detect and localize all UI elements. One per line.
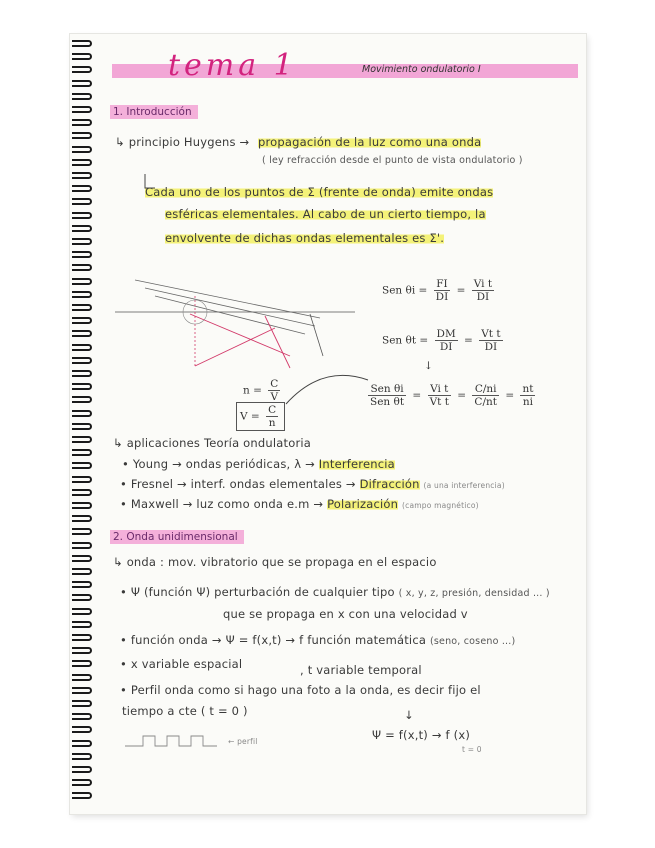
spiral-ring [72,66,92,73]
pulse-sketch-icon [125,734,220,748]
spiral-ring [72,396,92,403]
spiral-ring [72,93,92,100]
perfil-subscript: t = 0 [462,745,482,754]
formula-sin-t: Sen θt = $\frac{DM}{DI}$ = $\frac{\text{Vt t}}{DI}$ [382,328,501,353]
spiral-ring [72,185,92,192]
spiral-ring [72,278,92,285]
spiral-ring [72,40,92,47]
spiral-ring [72,119,92,126]
wavefront-line [265,316,290,368]
spiral-ring [72,146,92,153]
spiral-ring [72,700,92,707]
perfil-line-2: tiempo a cte ( t = 0 ) [122,704,248,718]
formula-v-box: V = $\frac{C}{n}$ [236,402,285,431]
formula-snell: $\frac{\text{Sen θi}}{\text{Sen θt}}$ = $\frac{\text{Vi t}}{\text{Vt t}}$ = $\frac{C/ni}{C/nt}$ = $\frac{nt}{ni}$ [370,383,534,408]
spiral-ring [72,410,92,417]
huygens-label: ↳ principio Huygens → [115,135,250,149]
spiral-ring [72,172,92,179]
spiral-ring [72,687,92,694]
spiral-ring [72,449,92,456]
wave-definition: ↳ onda : mov. vibratorio que se propaga en el espacio [113,555,437,569]
psi-line-1: • Ψ (función Ψ) perturbación de cualquier tipo ( x, y, z, presión, densidad ... ) [120,585,550,599]
formula-arrow: ↓ [424,360,433,372]
incident-ray-2 [145,288,315,326]
refracted-ray [190,314,290,356]
spiral-ring [72,713,92,720]
spiral-ring [72,383,92,390]
page-title: tema 1 [168,48,297,83]
spiral-ring [72,489,92,496]
page-subtitle: Movimiento ondulatorio I [362,64,481,75]
spiral-ring [72,370,92,377]
spiral-ring [72,674,92,681]
huygens-detail-line-3: envolvente de dichas ondas elementales es Σ'. [165,231,445,245]
huygens-detail-line-2: esféricas elementales. Al cabo de un cierto tiempo, la [165,207,486,221]
spiral-ring [72,502,92,509]
spiral-ring [72,621,92,628]
variable-t: , t variable temporal [300,663,422,677]
refraction-diagram [115,276,355,376]
spiral-ring [72,198,92,205]
spiral-ring [72,766,92,773]
application-item-young: • Young → ondas periódicas, λ → Interferencia [122,457,395,471]
spiral-ring [72,238,92,245]
spiral-ring [72,106,92,113]
pulse-label: ← perfil [228,737,258,746]
wave-function-line: • función onda → Ψ = f(x,t) → f función matemática (seno, coseno ...) [120,633,516,647]
spiral-ring [72,330,92,337]
spiral-ring [72,476,92,483]
huygens-detail-line-1: Cada uno de los puntos de Σ (frente de onda) emite ondas [145,185,494,199]
spiral-ring [72,80,92,87]
section-1-heading: 1. Introducción [110,105,198,119]
perfil-equation: Ψ = f(x,t) → f (x) [372,728,471,742]
formula-sin-i: Sen θi = $\frac{FI}{DI}$ = $\frac{\text{Vi t}}{DI}$ [382,278,493,303]
application-item-maxwell: • Maxwell → luz como onda e.m → Polarización (campo magnético) [120,497,479,511]
applications-heading: ↳ aplicaciones Teoría ondulatoria [113,436,312,450]
perfil-arrow: ↓ [404,708,414,722]
transmitted-ray [310,314,323,356]
spiral-ring [72,528,92,535]
spiral-ring [72,225,92,232]
perfil-line-1: • Perfil onda como si hago una foto a la onda, es decir fijo el [120,683,481,697]
spiral-ring [72,423,92,430]
application-item-fresnel: • Fresnel → interf. ondas elementales → Difracción (a una interferencia) [120,477,505,491]
spiral-ring [72,608,92,615]
spiral-ring [72,581,92,588]
psi-line-2: que se propaga en x con una velocidad v [223,607,468,621]
huygens-highlight: propagación de la luz como una onda [258,135,482,149]
spiral-ring [72,594,92,601]
branch-arrow-icon [143,174,157,194]
spiral-ring [72,304,92,311]
huygens-note: ( ley refracción desde el punto de vista ondulatorio ) [262,155,523,166]
spiral-ring [72,159,92,166]
spiral-ring [72,515,92,522]
spiral-ring [72,634,92,641]
spiral-ring [72,212,92,219]
spiral-ring [72,740,92,747]
spiral-ring [72,555,92,562]
spiral-ring [72,436,92,443]
formula-n: n = $\frac{C}{V}$ [243,378,279,403]
curved-arrow-icon [282,368,372,408]
spiral-ring [72,753,92,760]
variable-x: • x variable espacial [120,657,243,671]
spiral-ring [72,53,92,60]
spiral-ring [72,264,92,271]
spiral-binding [72,40,94,810]
spiral-ring [72,779,92,786]
spiral-ring [72,132,92,139]
section-2-heading: 2. Onda unidimensional [110,530,244,544]
spiral-ring [72,542,92,549]
spiral-ring [72,344,92,351]
spiral-ring [72,357,92,364]
spiral-ring [72,792,92,799]
spiral-ring [72,251,92,258]
spiral-ring [72,568,92,575]
spiral-ring [72,291,92,298]
spiral-ring [72,462,92,469]
spiral-ring [72,317,92,324]
spiral-ring [72,647,92,654]
refracted-front [195,328,275,366]
incident-ray-3 [155,296,305,334]
spiral-ring [72,660,92,667]
spiral-ring [72,726,92,733]
